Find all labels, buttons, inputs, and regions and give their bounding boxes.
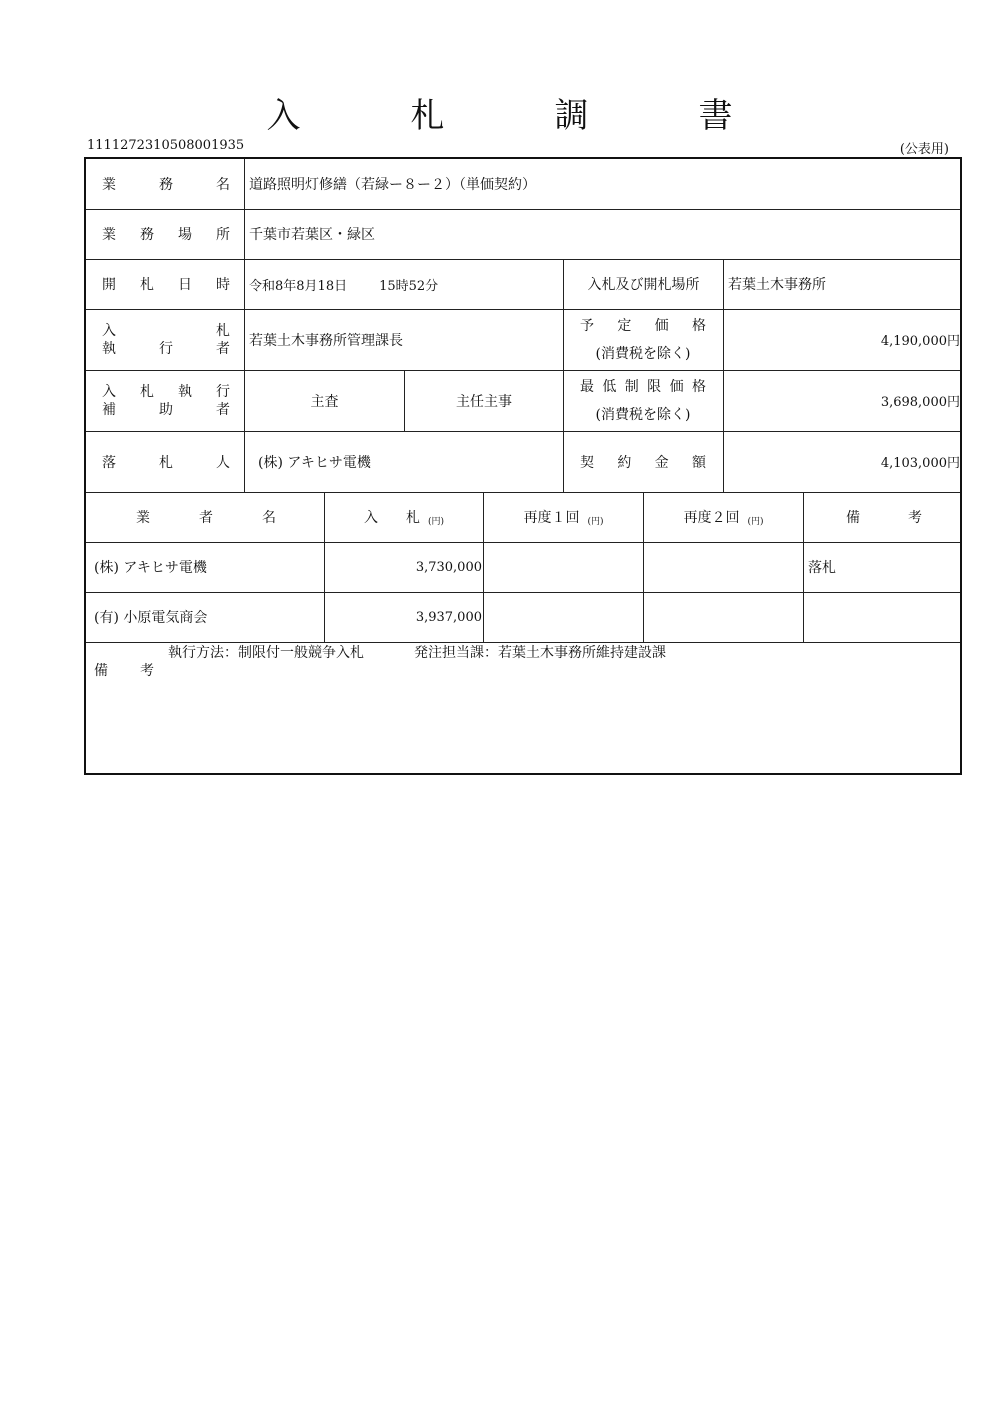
keiyaku-kingaku-value: 4,103,000円 xyxy=(880,456,960,471)
table-row-2-remarks xyxy=(808,592,958,642)
gyomu-mei-value: 道路照明灯修繕（若緑ー８ー２）（単価契約） xyxy=(249,177,536,193)
biko-label: 備 考 xyxy=(94,663,154,679)
biko-department: 発注担当課：若葉土木事務所維持建設課 xyxy=(414,645,666,661)
table-row-1-remarks: 落札 xyxy=(808,560,836,576)
biko-text xyxy=(168,643,768,661)
kaisatsu-time: 15時52分 xyxy=(379,278,439,294)
hojosha-person2: 主任主事 xyxy=(456,393,512,410)
header-remarks: 備 考 xyxy=(846,510,922,526)
hojosha-label: 入 札 執 行 補 助 者 xyxy=(102,383,230,418)
table-row-1-bid: 3,730,000 xyxy=(415,559,482,575)
page-title: 入 札 調 書 xyxy=(266,96,771,136)
nyusatsu-shikkosha-value: 若葉土木事務所管理課長 xyxy=(249,332,403,349)
table-row-2-round2 xyxy=(644,592,801,642)
document-number: 1111272310508001935 xyxy=(87,138,245,153)
table-row-2-bid: 3,937,000 xyxy=(415,609,482,625)
kaisatsu-basho-value: 若葉土木事務所 xyxy=(728,277,826,293)
header-bid: 入 札 (円) xyxy=(363,510,445,527)
nyusatsu-shikkosha-label: 入 札 執 行 者 xyxy=(102,322,230,357)
yotei-kakaku-value: 4,190,000円 xyxy=(880,334,960,349)
saitei-kakaku-value: 3,698,000円 xyxy=(880,395,960,410)
table-row-1-name: (株) アキヒサ電機 xyxy=(94,560,207,576)
header-round2: 再度２回 (円) xyxy=(683,510,764,527)
public-use-label: (公表用) xyxy=(899,142,949,157)
gyomu-basho-value: 千葉市若葉区・緑区 xyxy=(249,227,375,243)
yotei-kakaku-label: 予 定 価 格 (消費税を除く) xyxy=(580,317,706,362)
kaisatsu-nichiji-label: 開 札 日 時 xyxy=(102,277,230,293)
table-row-2-round1 xyxy=(484,592,641,642)
header-gyosha-mei: 業 者 名 xyxy=(136,510,276,526)
table-row-1-round1 xyxy=(484,542,641,592)
kaisatsu-date: 令和8年8月18日 xyxy=(249,278,348,294)
saitei-kakaku-label: 最 低 制 限 価 格 (消費税を除く) xyxy=(580,378,706,423)
rakusatsunin-value: (株) アキヒサ電機 xyxy=(258,454,371,471)
kaisatsu-basho-label: 入札及び開札場所 xyxy=(587,277,700,293)
rakusatsunin-label: 落 札 人 xyxy=(102,454,230,471)
table-row-1-round2 xyxy=(644,542,801,592)
table-row-2-name: (有) 小原電気商会 xyxy=(94,610,208,626)
gyomu-basho-label: 業 務 場 所 xyxy=(102,227,230,243)
bid-record-form xyxy=(84,157,962,775)
gyomu-mei-label: 業 務 名 xyxy=(102,177,230,193)
kaisatsu-nichiji-value xyxy=(249,259,549,309)
hojosha-person1: 主査 xyxy=(310,393,339,410)
keiyaku-kingaku-label: 契 約 金 額 xyxy=(580,454,706,471)
header-round1: 再度１回 (円) xyxy=(523,510,604,527)
biko-method: 執行方法：制限付一般競争入札 xyxy=(168,645,364,661)
